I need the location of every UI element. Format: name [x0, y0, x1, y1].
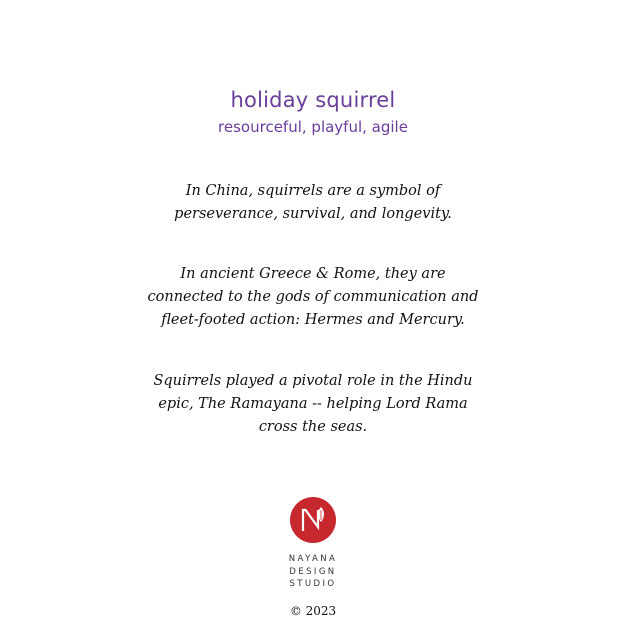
paragraph-line: In ancient Greece & Rome, they are — [180, 266, 446, 282]
paragraph-greece-rome — [130, 263, 496, 332]
paragraph-line: connected to the gods of communication and — [147, 289, 479, 305]
paragraph-line: perseverance, survival, and longevity. — [174, 206, 452, 222]
paragraph-line: cross the seas. — [258, 419, 368, 435]
brand-line: DESIGN — [289, 566, 337, 577]
paragraph-line: fleet-footed action: Hermes and Mercury. — [161, 312, 465, 328]
brand-line: STUDIO — [289, 579, 337, 589]
brand-wordmark — [263, 553, 363, 591]
card-subtitle: resourceful, playful, agile — [218, 118, 408, 136]
paragraph-line: Squirrels played a pivotal role in the Hindu — [153, 373, 473, 389]
paragraph-china — [130, 180, 496, 226]
nayana-n-leaf-logo-icon — [290, 497, 336, 543]
copyright-notice: © 2023 — [289, 604, 337, 618]
paragraph-line: In China, squirrels are a symbol of — [185, 183, 441, 199]
paragraph-ramayana — [130, 370, 496, 439]
brand-line: NAYANA — [288, 554, 338, 564]
card-title: holiday squirrel — [230, 88, 396, 112]
paragraph-line: epic, The Ramayana -- helping Lord Rama — [158, 396, 468, 412]
